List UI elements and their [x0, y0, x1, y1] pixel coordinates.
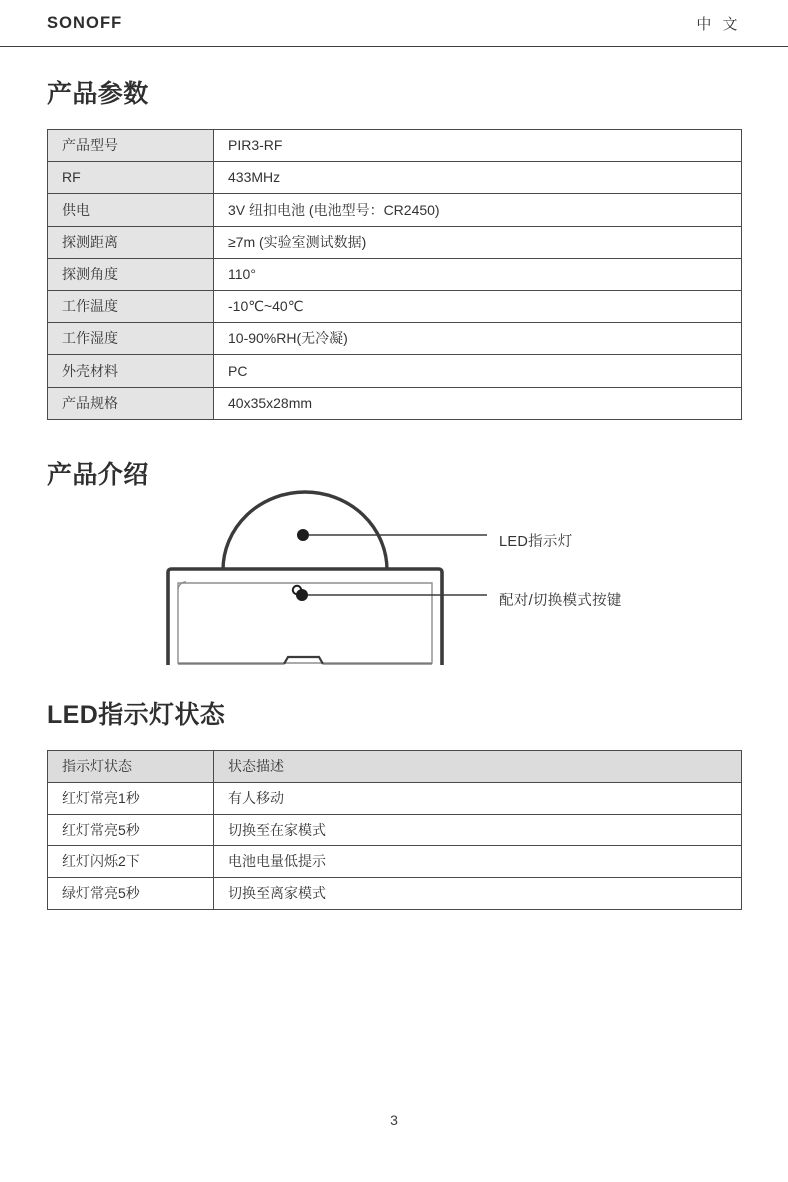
table-row — [48, 130, 742, 162]
header-divider — [0, 46, 788, 47]
callout-label-led-indicator: LED指示灯 — [499, 534, 573, 550]
spec-key: 探测角度 — [48, 258, 214, 290]
spec-key: 供电 — [48, 194, 214, 226]
spec-value: -10℃~40℃ — [214, 290, 742, 322]
led-description: 电池电量低提示 — [214, 846, 742, 878]
spec-key: RF — [48, 162, 214, 194]
led-status-table — [47, 750, 742, 910]
led-state: 红灯常亮5秒 — [48, 814, 214, 846]
led-indicator-dot — [297, 529, 309, 541]
spec-key: 工作温度 — [48, 290, 214, 322]
section-title-introduction: 产品介绍 — [47, 461, 149, 489]
led-description: 有人移动 — [214, 782, 742, 814]
led-description: 切换至在家模式 — [214, 814, 742, 846]
table-row — [48, 878, 742, 910]
page-number: 3 — [390, 1112, 398, 1128]
led-description: 切换至离家模式 — [214, 878, 742, 910]
table-row — [48, 323, 742, 355]
led-column-header-state: 指示灯状态 — [48, 751, 214, 783]
spec-key: 工作湿度 — [48, 323, 214, 355]
led-state: 绿灯常亮5秒 — [48, 878, 214, 910]
led-state: 红灯闪烁2下 — [48, 846, 214, 878]
led-column-header-description: 状态描述 — [214, 751, 742, 783]
product-illustration — [47, 465, 741, 665]
specifications-table — [47, 129, 742, 420]
table-row — [48, 258, 742, 290]
table-row — [48, 290, 742, 322]
table-row — [48, 194, 742, 226]
section-title-led-status: LED指示灯状态 — [47, 701, 226, 729]
spec-key: 产品规格 — [48, 387, 214, 419]
header-content — [47, 0, 741, 46]
spec-key: 探测距离 — [48, 226, 214, 258]
spec-value: 10-90%RH(无冷凝) — [214, 323, 742, 355]
spec-value: 40x35x28mm — [214, 387, 742, 419]
spec-value: 3V 纽扣电池 (电池型号：CR2450) — [214, 194, 742, 226]
table-row — [48, 226, 742, 258]
language-label: 中 文 — [696, 15, 741, 33]
brand-logo: SONOFF — [47, 13, 123, 32]
spec-value: 433MHz — [214, 162, 742, 194]
table-row — [48, 782, 742, 814]
spec-key: 产品型号 — [48, 130, 214, 162]
table-row — [48, 162, 742, 194]
spec-value: ≥7m (实验室测试数据) — [214, 226, 742, 258]
spec-value: 110° — [214, 258, 742, 290]
table-header-row — [48, 751, 742, 783]
spec-value: PIR3-RF — [214, 130, 742, 162]
table-row — [48, 814, 742, 846]
callout-label-pair-button: 配对/切换模式按键 — [499, 593, 622, 609]
page-header — [0, 0, 788, 47]
led-state: 红灯常亮1秒 — [48, 782, 214, 814]
spec-key: 外壳材料 — [48, 355, 214, 387]
table-row — [48, 846, 742, 878]
pair-button-dot — [296, 589, 308, 601]
section-title-specifications: 产品参数 — [47, 80, 149, 108]
spec-value: PC — [214, 355, 742, 387]
product-diagram — [47, 465, 741, 665]
table-row — [48, 355, 742, 387]
table-row — [48, 387, 742, 419]
